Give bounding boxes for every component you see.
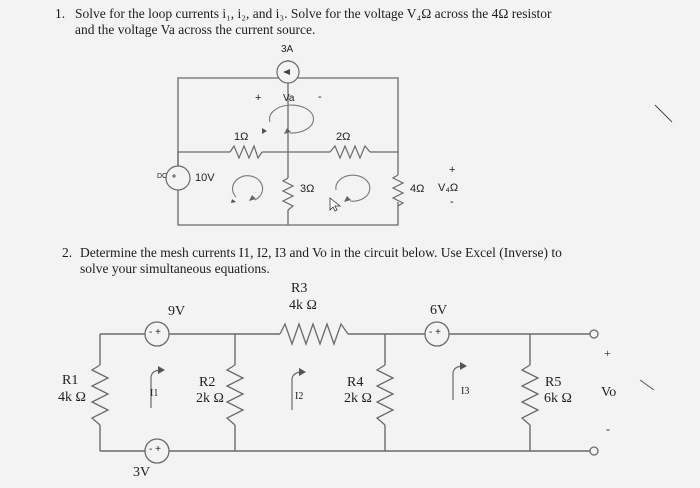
r5-value: 6k Ω: [544, 391, 572, 406]
v9-label: 9V: [168, 304, 186, 319]
voltage-source-10v-label: 10V: [195, 172, 215, 184]
resistor-r5: [522, 365, 538, 425]
r4-name: R4: [347, 375, 364, 390]
r5-name: R5: [545, 375, 562, 390]
r1-value: 4k Ω: [58, 390, 86, 405]
voltage-source-6v-polarity: - +: [429, 327, 441, 338]
resistor-r4: [377, 365, 393, 425]
i2-label: I2: [295, 391, 304, 402]
vo-label: Vo: [601, 385, 617, 400]
v4-minus: -: [450, 196, 454, 208]
va-plus: +: [255, 92, 262, 104]
v4-label: V₄Ω: [438, 182, 459, 194]
resistor-r2: [227, 365, 243, 425]
r3-name: R3: [291, 281, 308, 296]
resistor-1ohm-label: 1Ω: [234, 131, 249, 143]
va-minus: -: [318, 91, 322, 103]
output-terminal-top: [590, 330, 598, 338]
problem2-line2: solve your simultaneous equations.: [80, 261, 270, 276]
problem1-line1: Solve for the loop currents i₁, i₂, and i₃. Solve for the voltage V₄Ω across the 4Ω resistor: [75, 6, 552, 21]
output-terminal-bottom: [590, 447, 598, 455]
problem1-line2: and the voltage Va across the current source.: [75, 22, 316, 37]
vo-minus: -: [606, 422, 610, 436]
resistor-r3: [280, 324, 348, 344]
problem1-number: 1.: [55, 6, 66, 21]
vo-plus: +: [604, 346, 611, 360]
resistor-r1: [92, 365, 108, 425]
annotation-stroke-right: [655, 105, 672, 122]
r2-value: 2k Ω: [196, 391, 224, 406]
dc-label: DC: [157, 173, 168, 180]
r4-value: 2k Ω: [344, 391, 372, 406]
r3-value: 4k Ω: [289, 298, 317, 313]
current-source-label: 3A: [281, 44, 294, 55]
r1-name: R1: [62, 373, 79, 388]
resistor-2ohm-label: 2Ω: [336, 131, 351, 143]
r2-name: R2: [199, 375, 216, 390]
i1-label: I1: [150, 388, 159, 399]
voltage-source-3v-polarity: - +: [149, 444, 161, 455]
i3-label: I3: [461, 386, 470, 397]
v6-label: 6V: [430, 303, 448, 318]
annotation-stroke-mark: [640, 380, 654, 390]
va-label: Va: [283, 93, 295, 104]
voltage-source-9v-polarity: - +: [149, 327, 161, 338]
v3-label: 3V: [133, 465, 151, 480]
problem2-line1: Determine the mesh currents I1, I2, I3 and Vo in the circuit below. Use Excel (Inverse) to: [80, 245, 562, 260]
resistor-3ohm-label: 3Ω: [300, 183, 315, 195]
problem2-number: 2.: [62, 245, 73, 260]
v4-plus: +: [449, 164, 456, 176]
resistor-4ohm-label: 4Ω: [410, 183, 425, 195]
